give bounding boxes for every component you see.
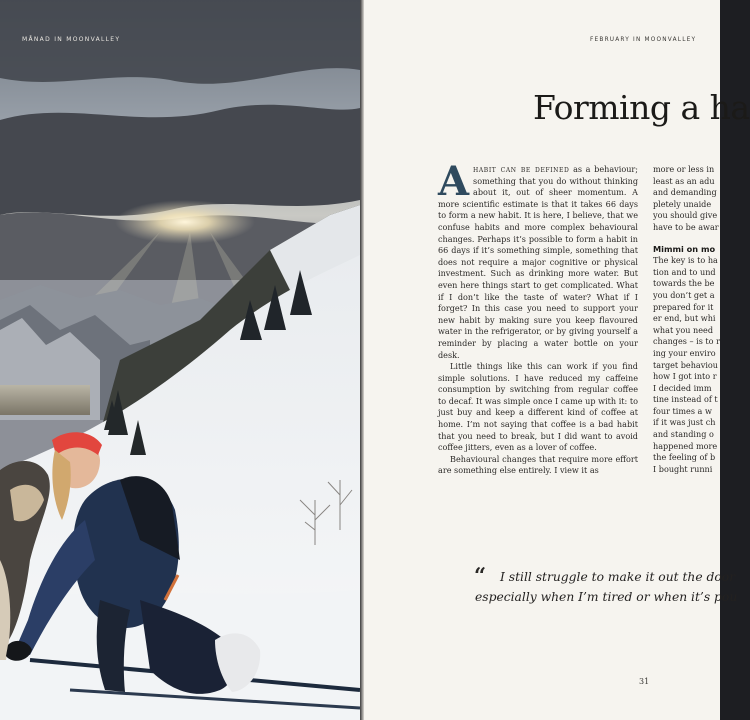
column-line: four times a w: [653, 405, 712, 416]
lead-in-smallcaps: habit can be defined: [473, 164, 570, 174]
quote-mark-icon: “: [474, 563, 487, 588]
photo-of-woman-and-dog-in-snowy-mountains-icon: [0, 0, 360, 720]
paragraph-3: Behavioural changes that require more effort are something else entirely. I view it as: [438, 453, 638, 476]
column-line: pletely unaide: [653, 198, 712, 209]
running-head-left: MÅNAD IN MOONVALLEY: [22, 36, 121, 43]
pull-quote-line-2: especially when I’m tired or when it’s pou: [475, 590, 738, 604]
right-page: [364, 0, 750, 720]
column-line: er end, but whi: [653, 313, 716, 324]
column-line: tine instead of t: [653, 394, 718, 405]
body-column-right: [653, 164, 733, 475]
column-line: least as an adu: [653, 175, 715, 186]
column-line: what you need: [653, 324, 713, 335]
pull-quote: [475, 567, 738, 607]
column-line: if it was just ch: [653, 417, 716, 428]
column-line: happened more: [653, 440, 718, 451]
body-column-left: [438, 158, 638, 477]
left-page: [0, 0, 360, 720]
column-line: ing your enviro: [653, 347, 716, 358]
article-title: Forming a ha: [533, 88, 750, 127]
column-line: changes – is to r: [653, 336, 720, 347]
paragraph-1-text: as a behaviour; something that you do without thinking about it, out of sheer momentum. A more scientific estimate is that it takes 66 days to form a new habit. It is here, I believe, that we confuse habits and more complex behavioural changes. Perhaps it’s possible to form a habit in 66 days if it’s something simple, something that does not require a major cognitive or physical investment. Such as drinking more water. But even here things start to get complicated. What if I don’t like the taste of water? What if I forget? In this case you need to support your new habit by making sure you keep flavoured water in the refrigerator, or by giving yourself a reminder by placing a water bottle on your desk.: [438, 164, 638, 360]
column-line: tion and to und: [653, 266, 716, 277]
paragraph-1: [438, 158, 638, 361]
column-line: and standing o: [653, 429, 714, 440]
paragraph-2: Little things like this can work if you find simple solutions. I have reduced my caffeine consumption by switching from regular coffee to decaf. It was simple once I came up with it: to just buy and keep a different kind of coffee at home. I’m not saying that coffee is a bad habit that you need to break, but I did want to avoid coffee jitters, even as a lover of coffee.: [438, 361, 638, 453]
column-line: you should give: [653, 210, 718, 221]
column-line: and demanding: [653, 187, 717, 198]
column-line: towards the be: [653, 278, 715, 289]
column-line: The key is to ha: [653, 255, 718, 266]
pull-quote-line-1: I still struggle to make it out the door: [500, 570, 736, 584]
column-line: how I got into r: [653, 371, 717, 382]
column-line: I bought runni: [653, 463, 713, 474]
column-line: I decided imm: [653, 382, 712, 393]
column-line: have to be awar: [653, 221, 719, 232]
page-number: 31: [639, 677, 650, 686]
column-line: target behaviou: [653, 359, 718, 370]
column-line: you don’t get a: [653, 289, 715, 300]
running-head-right: FEBRUARY IN MOONVALLEY: [590, 37, 697, 43]
column-line: more or less in: [653, 164, 715, 174]
column-line: the feeling of b: [653, 452, 716, 463]
column-line: prepared for it: [653, 301, 714, 312]
dropcap: A: [438, 158, 470, 205]
section-subhead: Mimmi on mo: [653, 243, 716, 254]
